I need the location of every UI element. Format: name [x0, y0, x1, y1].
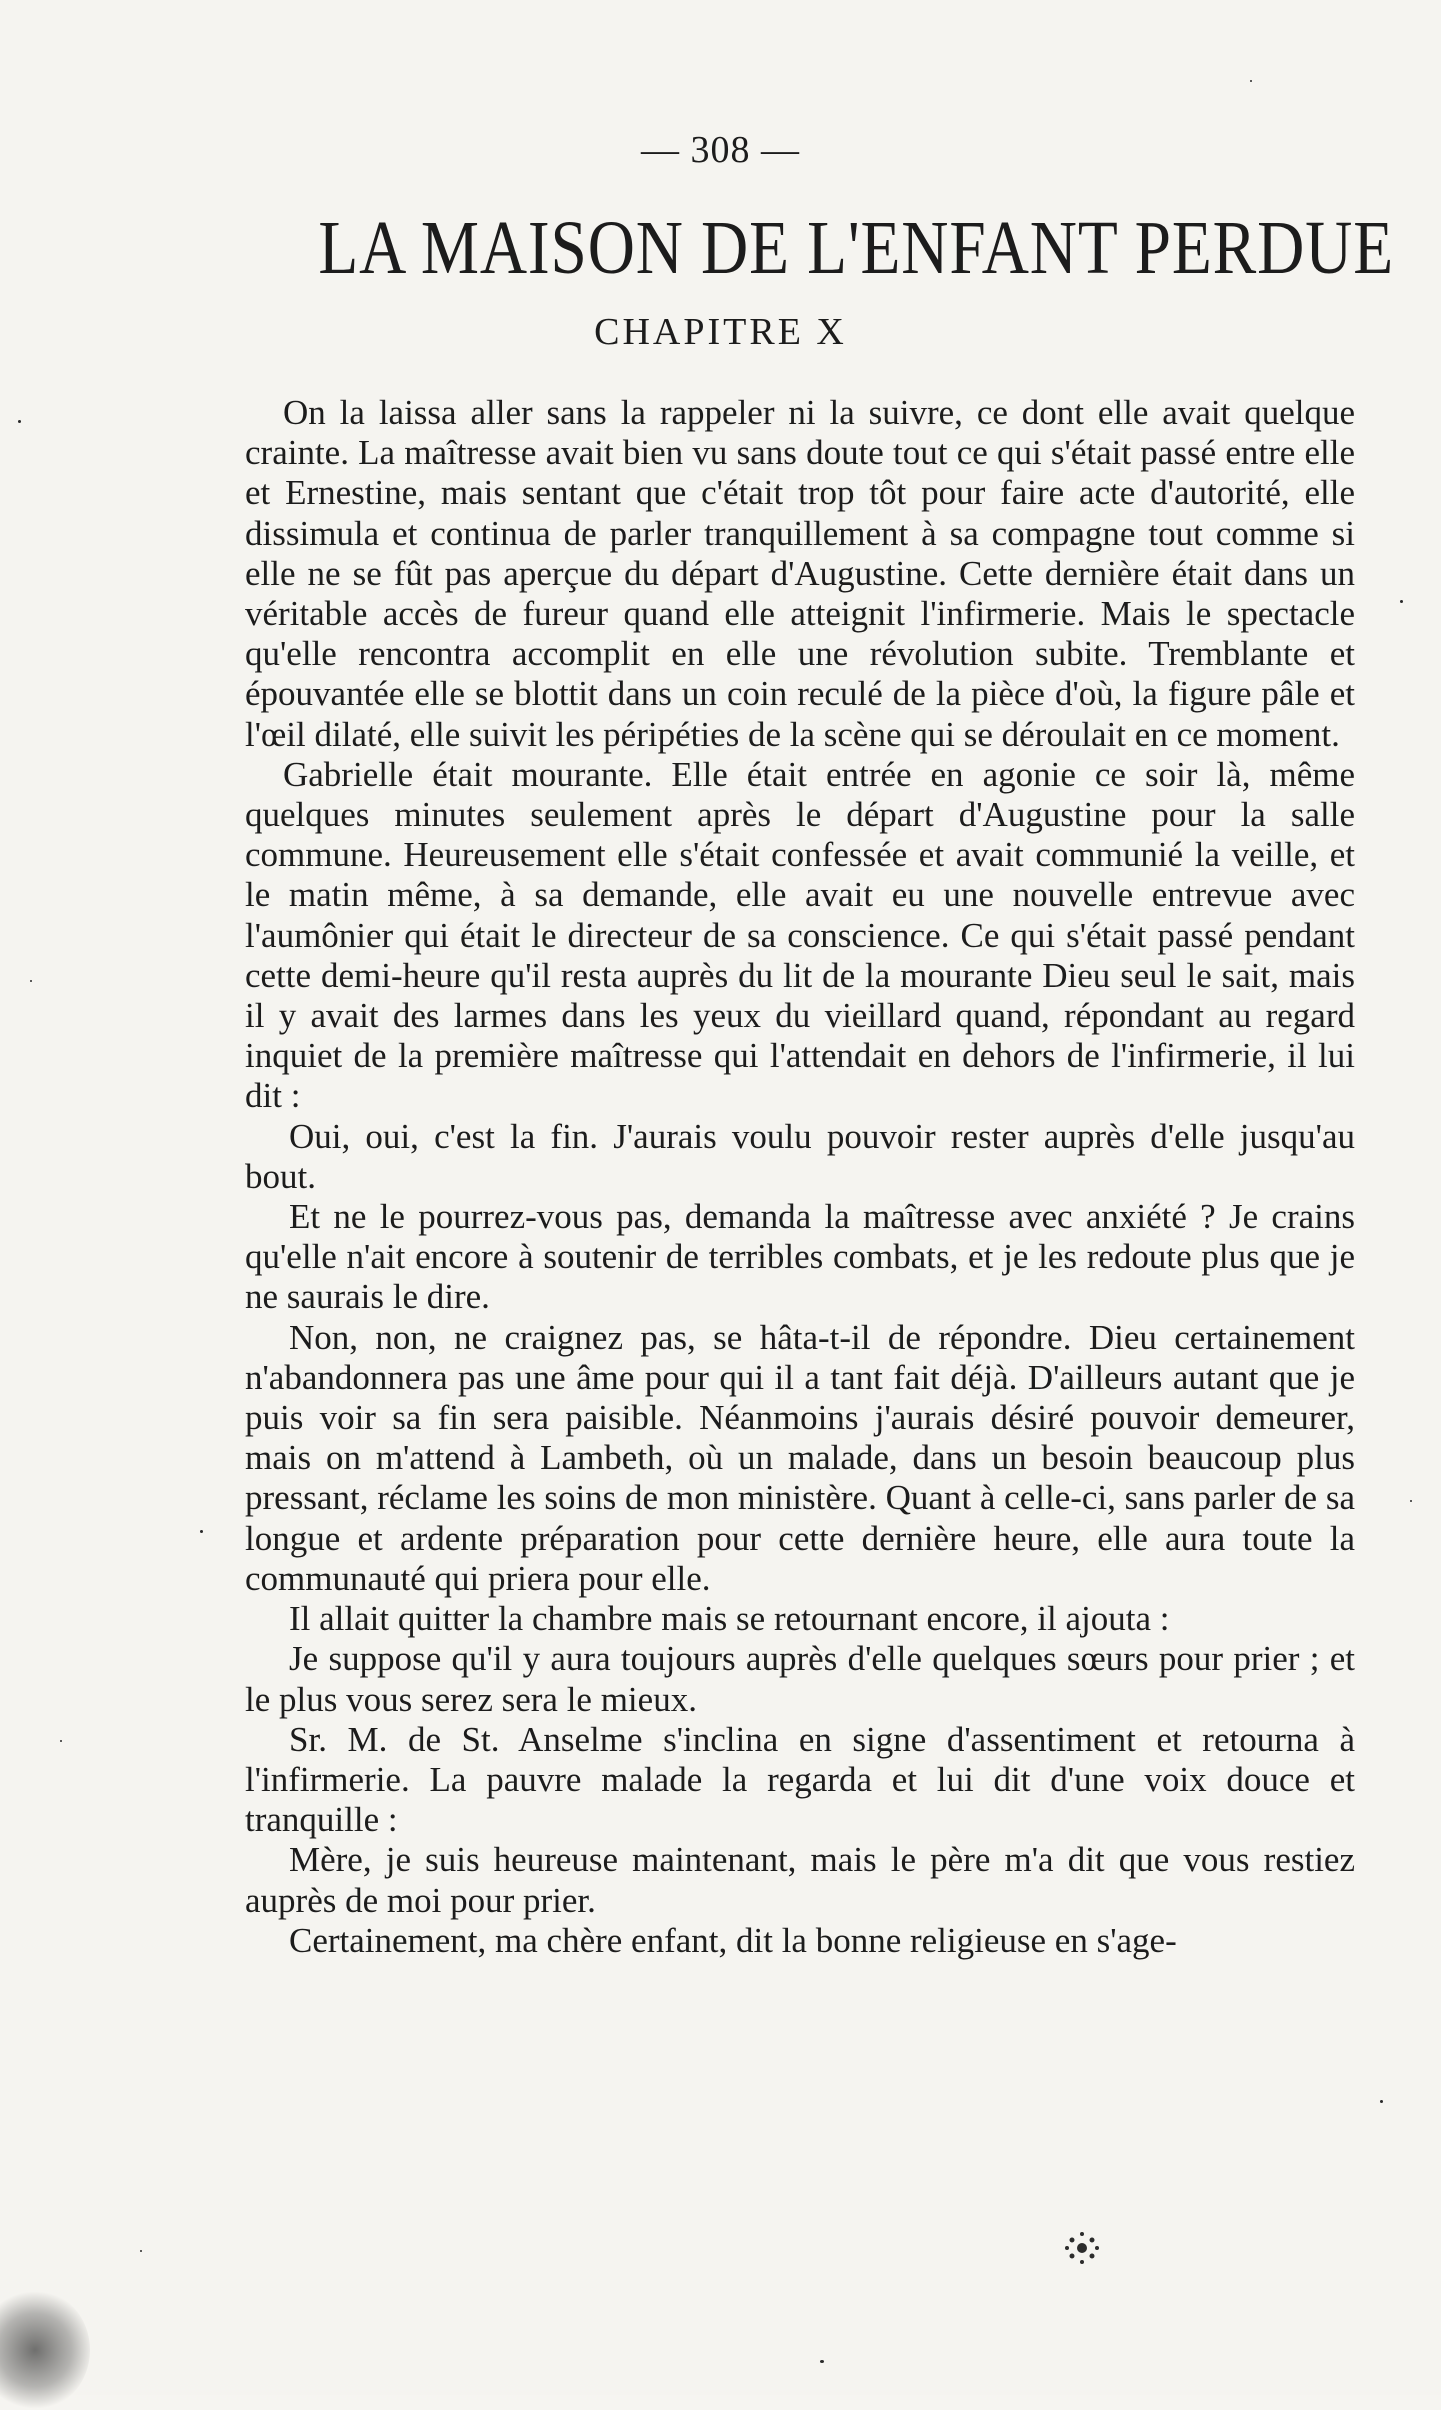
paragraph: Je suppose qu'il y aura toujours auprès d'elle quelques sœurs pour prier ; et le plus vous serez sera le mieux.	[245, 1639, 1355, 1719]
chapter-heading: CHAPITRE X	[594, 311, 847, 353]
paragraph: Certainement, ma chère enfant, dit la bonne religieuse en s'age-	[289, 1920, 1177, 1960]
printer-ornament-icon	[1062, 2228, 1102, 2268]
paragraph: On la laissa aller sans la rappeler ni la suivre, ce dont elle avait quelque crainte. La maîtresse avait bien vu sans doute tout ce qui s'était passé entre elle et Ernestine, mais sentant que c'était trop tôt pour faire acte d'autorité, elle dissimula et continua de parler tranquillement à sa compagne tout comme si elle ne se fût pas aperçue du départ d'Augustine. Cette dernière était dans un véritable accès de fureur quand elle atteignit l'infirmerie. Mais le spectacle qu'elle rencontra accomplit en elle une révolution subite. Tremblante et épouvantée elle se blottit dans un coin reculé de la pièce d'où, la figure pâle et l'œil dilaté, elle suivit les péripéties de la scène qui se déroulait en ce moment.	[245, 393, 1355, 754]
book-title: LA MAISON DE L'ENFANT PERDUE	[318, 206, 1394, 290]
paragraph: Il allait quitter la chambre mais se retournant encore, il ajouta :	[289, 1599, 1170, 1639]
paragraph: Oui, oui, c'est la fin. J'aurais voulu pouvoir rester auprès d'elle jusqu'au bout.	[245, 1116, 1355, 1196]
paragraph: Non, non, ne craignez pas, se hâta-t-il de répondre. Dieu certainement n'abandonnera pas une âme pour qui il a tant fait déjà. D'ailleurs autant que je puis voir sa fin sera paisible. Néanmoins j'aurais désiré pouvoir demeurer, mais on m'attend à Lambeth, où un malade, dans un besoin beaucoup plus pressant, réclame les soins de mon ministère. Quant à celle-ci, sans parler de sa longue et ardente préparation pour cette dernière heure, elle aura toute la communauté qui priera pour elle.	[245, 1317, 1355, 1598]
ink-blot	[0, 2290, 90, 2410]
paragraph: Et ne le pourrez-vous pas, demanda la maîtresse avec anxiété ? Je crains qu'elle n'ait encore à soutenir de terribles combats, et je les redoute plus que je ne saurais le dire.	[245, 1197, 1355, 1317]
body-text	[245, 393, 1355, 1961]
paragraph: Mère, je suis heureuse maintenant, mais le père m'a dit que vous restiez auprès de moi pour prier.	[245, 1840, 1355, 1920]
page-number: — 308 —	[641, 129, 800, 171]
paragraph: Gabrielle était mourante. Elle était entrée en agonie ce soir là, même quelques minutes seulement après le départ d'Augustine pour la salle commune. Heureusement elle s'était confessée et avait communié la veille, et le matin même, à sa demande, elle avait eu une nouvelle entrevue avec l'aumônier qui était le directeur de sa conscience. Ce qui s'était passé pendant cette demi-heure qu'il resta auprès du lit de la mourante Dieu seul le sait, mais il y avait des larmes dans les yeux du vieillard quand, répondant au regard inquiet de la première maîtresse qui l'attendait en dehors de l'infirmerie, il lui dit :	[245, 754, 1355, 1116]
paragraph: Sr. M. de St. Anselme s'inclina en signe d'assentiment et retourna à l'infirmerie. La pauvre malade la regarda et lui dit d'une voix douce et tranquille :	[245, 1719, 1355, 1840]
